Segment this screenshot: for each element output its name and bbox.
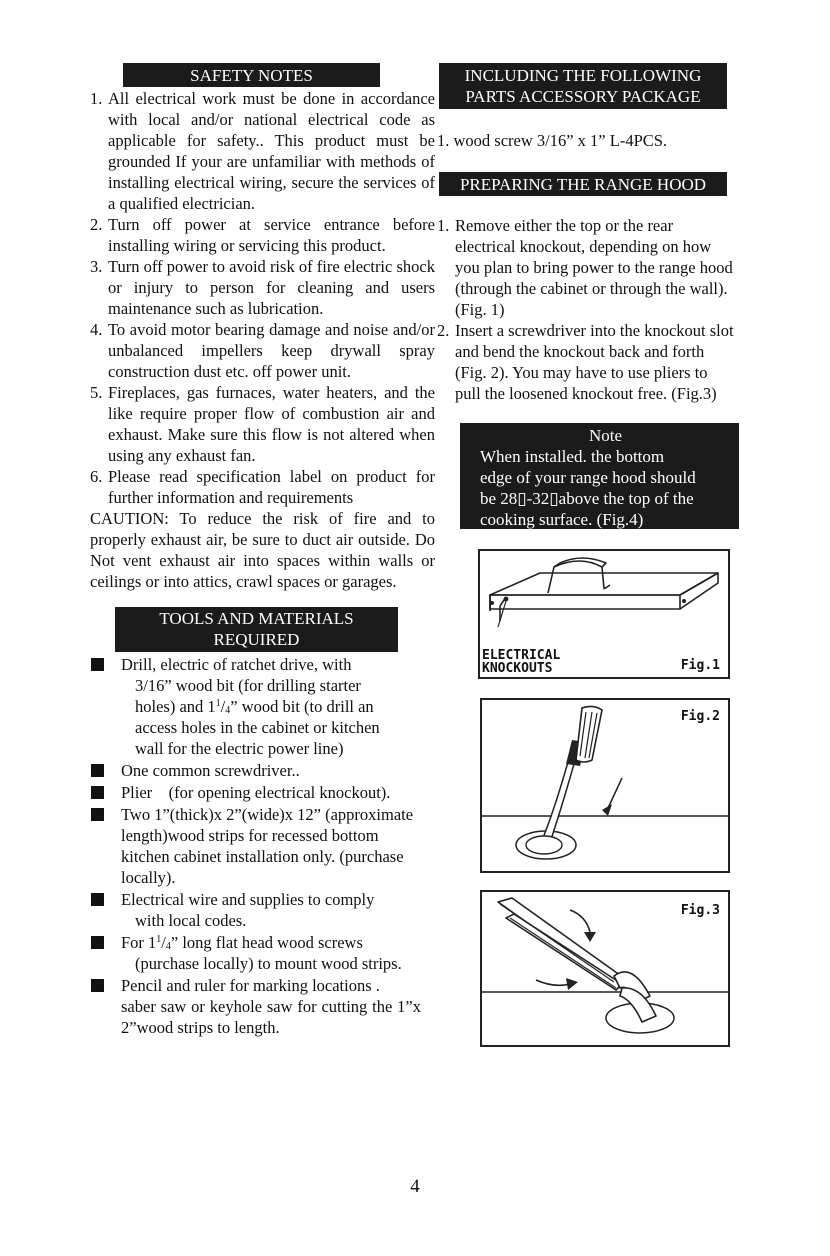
- safety-item-2: 2. Turn off power at service entrance before installing wiring or servicing this product.: [90, 215, 435, 255]
- safety-item-4: 4. To avoid motor bearing damage and noise and/or unbalanced impellers keep drywall spray construction dust etc. off power unit.: [90, 320, 435, 381]
- safety-item-6: 6. Please read specification label on product for further information and requirements: [90, 467, 435, 507]
- preparing-range-hood-heading: PREPARING THE RANGE HOOD: [439, 172, 727, 196]
- tools-item-pencil-ruler: Pencil and ruler for marking locations . saber saw or keyhole saw for cutting the 1”x 2”wood strips to length.: [91, 975, 436, 1038]
- figure-2-screwdriver-knockout: [480, 698, 730, 873]
- note-text: When installed. the bottom edge of your range hood should be 28▯-32▯above the top of the cooking surface. (Fig.4): [480, 447, 696, 529]
- figure-3-label: Fig.3: [680, 903, 720, 918]
- caution-text: To reduce the risk of fire and to properly exhaust air, be sure to duct air outside. Do Not vent exhaust air into spaces within walls or ceilings or into attics, crawl spaces or garages.: [90, 509, 435, 591]
- tools-item-drill: Drill, electric of ratchet drive, with 3/16” wood bit (for drilling starter holes) and $1^1/_4$” wood bit (to drill an access holes in the cabinet or kitchen wall for the electric power line): [91, 654, 436, 759]
- tools-item-wood-strips: Two 1”(thick)x 2”(wide)x 12” (approximate length)wood strips for recessed bottom kitchen cabinet installation only. (purchase locally).: [91, 804, 436, 888]
- bullet-square: [91, 786, 104, 799]
- bullet-square: [91, 936, 104, 949]
- figure-1-electrical-knockouts: [478, 549, 730, 679]
- screwdriver-illustration: [482, 700, 728, 871]
- safety-item-3: 3. Turn off power to avoid risk of fire electric shock or injury to person for cleaning and users maintenance such as lubrication.: [90, 257, 435, 318]
- safety-notes-list: [90, 88, 435, 592]
- page-number: 4: [410, 1176, 420, 1197]
- note-title: Note: [588, 426, 623, 445]
- tools-item-plier: Plier (for opening electrical knockout).: [91, 782, 436, 803]
- figure-2-label: Fig.2: [680, 709, 720, 724]
- tools-item-electrical-wire: Electrical wire and supplies to comply with local codes.: [91, 889, 436, 931]
- bullet-square: [91, 658, 104, 671]
- safety-item-1: 1. All electrical work must be done in accordance with local and/or national electrical code as applicable for safety.. This product must be grounded If your are unfamiliar with methods of installing electrical wiring, secure the services of a qualified electrician.: [90, 89, 435, 213]
- bullet-square: [91, 893, 104, 906]
- preparing-step-1: 1. Remove either the top or the rear electrical knockout, depending on how you plan to bring power to the range hood (through the cabinet or through the wall). (Fig. 1): [437, 216, 733, 319]
- tools-item-screwdriver: One common screwdriver..: [91, 760, 436, 781]
- tools-list: [91, 654, 436, 1039]
- figure-1-label: Fig.1: [680, 658, 720, 673]
- parts-package-heading: INCLUDING THE FOLLOWING PARTS ACCESSORY PACKAGE: [439, 63, 727, 109]
- bullet-square: [91, 764, 104, 777]
- preparing-steps: [437, 215, 737, 404]
- figure-3-pliers-knockout: [480, 890, 730, 1047]
- safety-notes-heading: SAFETY NOTES: [123, 63, 380, 87]
- parts-item: 1. wood screw 3/16” x 1” L-4PCS.: [437, 131, 668, 150]
- preparing-step-2: 2. Insert a screwdriver into the knockout slot and bend the knockout back and forth (Fig. 2). You may have to use pliers to pull the loosened knockout free. (Fig.3): [437, 321, 734, 403]
- bullet-square: [91, 808, 104, 821]
- safety-item-5: 5. Fireplaces, gas furnaces, water heaters, and the like require proper flow of combustion air and exhaust. Make sure this flow is not altered when using any exhaust fan.: [90, 383, 435, 465]
- caution-paragraph: [90, 508, 435, 592]
- figure-1-caption: ELECTRICAL KNOCKOUTS: [482, 648, 561, 676]
- note-box: [460, 423, 739, 529]
- bullet-square: [91, 979, 104, 992]
- tools-materials-heading: TOOLS AND MATERIALS REQUIRED: [115, 607, 398, 652]
- caution-label: CAUTION:: [90, 509, 169, 528]
- tools-item-wood-screws: For $1^1/_4$” long flat head wood screws (purchase locally) to mount wood strips.: [91, 932, 436, 974]
